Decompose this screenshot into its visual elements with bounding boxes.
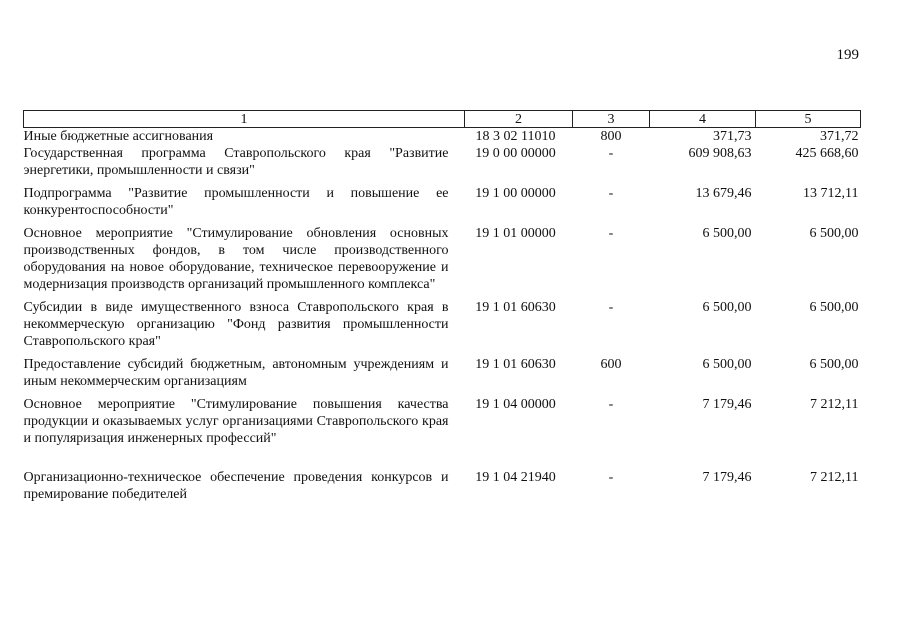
row-value-col5-cell: 7 212,11	[810, 397, 859, 412]
row-value-col4-cell: 6 500,00	[702, 226, 752, 241]
column-header-1: 1	[24, 111, 465, 128]
row-value-col4-cell: 7 179,46	[702, 470, 752, 485]
column-header-3: 3	[573, 111, 650, 128]
row-code-cell: 19 1 04 21940	[475, 470, 556, 485]
row-name-cell: Основное мероприятие "Стимулирование повышения качества продукции и оказываемых услуг организациями Ставропольского края и популяризация инженерных профессий"	[23, 397, 449, 446]
row-expense-type-cell: -	[608, 146, 614, 161]
row-name-cell: Организационно-техническое обеспечение проведения конкурсов и премирование победителей	[23, 470, 449, 502]
column-header-2: 2	[465, 111, 573, 128]
page-number: 199	[836, 47, 859, 63]
row-value-col4-cell: 371,73	[713, 129, 752, 144]
row-expense-type-cell: 800	[600, 129, 622, 144]
table-row	[24, 145, 861, 185]
row-expense-type-cell: 600	[600, 357, 622, 372]
table-row	[24, 128, 861, 146]
table-row	[24, 356, 861, 396]
column-header-4: 4	[650, 111, 756, 128]
row-value-col5-cell: 371,72	[820, 129, 859, 144]
row-name-cell: Субсидии в виде имущественного взноса Ставропольского края в некоммерческую организацию "Фонд развития промышленности Ставропольского края"	[23, 300, 449, 349]
row-value-col5-cell: 6 500,00	[809, 357, 859, 372]
row-value-col4-cell: 7 179,46	[702, 397, 752, 412]
row-code-cell: 19 1 04 00000	[475, 397, 556, 412]
row-value-col5-cell: 425 668,60	[795, 146, 859, 161]
table-row	[24, 469, 861, 503]
row-expense-type-cell: -	[608, 470, 614, 485]
row-value-col5-cell: 6 500,00	[809, 300, 859, 315]
row-name-cell: Предоставление субсидий бюджетным, автономным учреждениям и иным некоммерческим организациям	[23, 357, 449, 389]
row-code-cell: 19 0 00 00000	[475, 146, 556, 161]
row-value-col5-cell: 13 712,11	[803, 186, 859, 201]
row-code-cell: 19 1 01 60630	[475, 357, 556, 372]
row-value-col4-cell: 13 679,46	[695, 186, 752, 201]
column-number-header-row	[24, 111, 861, 128]
table-row	[24, 299, 861, 356]
row-expense-type-cell: -	[608, 397, 614, 412]
row-value-col5-cell: 6 500,00	[809, 226, 859, 241]
row-name-cell: Основное мероприятие "Стимулирование обновления основных производственных фондов, в том числе производственного оборудования на новое оборудование, техническое перевооружение и модернизация производств организаций промышленного комплекса"	[23, 226, 449, 292]
table-row	[24, 185, 861, 225]
column-header-5: 5	[756, 111, 861, 128]
row-name-cell: Иные бюджетные ассигнования	[23, 129, 214, 144]
row-expense-type-cell: -	[608, 300, 614, 315]
table-row	[24, 225, 861, 299]
budget-table	[23, 110, 861, 503]
row-expense-type-cell: -	[608, 186, 614, 201]
row-code-cell: 19 1 01 60630	[475, 300, 556, 315]
row-value-col4-cell: 6 500,00	[702, 300, 752, 315]
row-value-col5-cell: 7 212,11	[810, 470, 859, 485]
row-value-col4-cell: 609 908,63	[688, 146, 752, 161]
row-name-cell: Подпрограмма "Развитие промышленности и повышение ее конкурентоспособности"	[23, 186, 449, 218]
row-name-cell: Государственная программа Ставропольского края "Развитие энергетики, промышленности и связи"	[23, 146, 449, 178]
table-body	[24, 128, 861, 504]
row-code-cell: 19 1 01 00000	[475, 226, 556, 241]
table-row	[24, 396, 861, 469]
row-expense-type-cell: -	[608, 226, 614, 241]
row-value-col4-cell: 6 500,00	[702, 357, 752, 372]
row-code-cell: 18 3 02 11010	[475, 129, 556, 144]
row-code-cell: 19 1 00 00000	[475, 186, 556, 201]
